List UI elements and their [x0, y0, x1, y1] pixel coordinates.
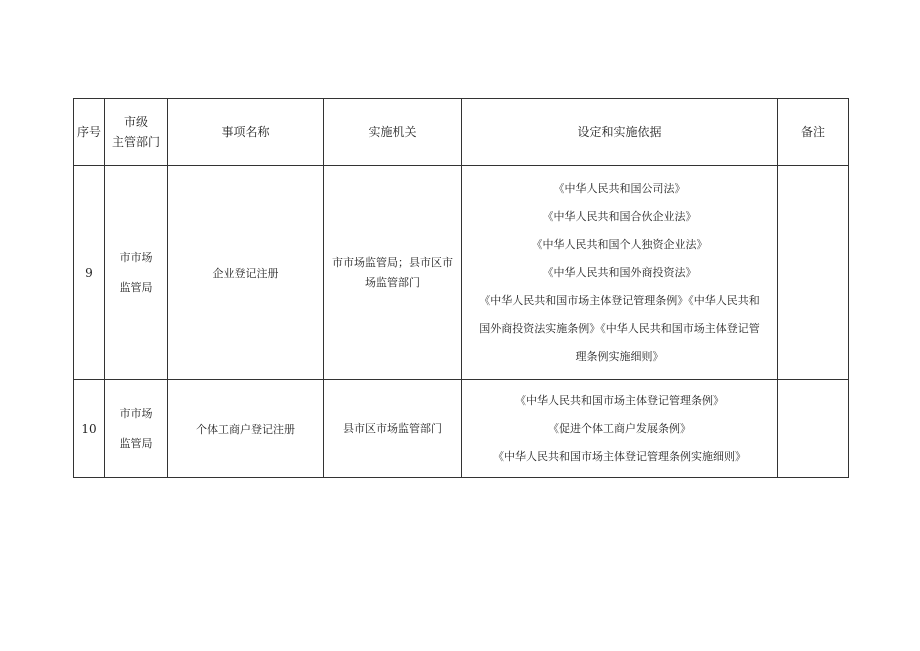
cell-note	[778, 166, 849, 380]
cell-org	[324, 166, 462, 380]
cell-dept-line2: 监管局	[119, 436, 153, 450]
cell-dept-line1: 市市场	[119, 250, 153, 264]
basis-line: 《促进个体工商户发展条例》	[548, 421, 691, 435]
basis-line: 《中华人民共和国市场主体登记管理条例》	[515, 393, 724, 407]
cell-dept-line2: 监管局	[119, 280, 153, 294]
header-dept-line2: 主管部门	[111, 135, 160, 149]
cell-dept	[105, 380, 168, 478]
basis-line: 《中华人民共和国个人独资企业法》	[531, 237, 708, 251]
cell-org-line1: 县市区市场监管部门	[343, 421, 442, 435]
basis-line: 理条例实施细则》	[575, 349, 664, 363]
cell-org	[324, 380, 462, 478]
basis-list	[462, 175, 777, 371]
basis-line: 《中华人民共和国市场主体登记管理条例实施细则》	[493, 449, 746, 463]
cell-basis	[462, 380, 778, 478]
header-item-name: 事项名称	[168, 99, 324, 166]
table-row	[74, 166, 849, 380]
cell-seq: 10	[74, 380, 105, 478]
basis-line: 《中华人民共和国公司法》	[553, 181, 686, 195]
cell-item-name: 个体工商户登记注册	[168, 380, 324, 478]
header-org: 实施机关	[324, 99, 462, 166]
header-seq: 序号	[74, 99, 105, 166]
basis-list	[462, 387, 777, 471]
basis-line: 国外商投资法实施条例》《中华人民共和国市场主体登记管	[479, 321, 760, 335]
header-dept-line1: 市级	[123, 115, 148, 129]
table-row	[74, 380, 849, 478]
header-basis: 设定和实施依据	[462, 99, 778, 166]
basis-line: 《中华人民共和国市场主体登记管理条例》《中华人民共和	[479, 293, 760, 307]
table-header-row	[74, 99, 849, 166]
cell-dept-line1: 市市场	[119, 406, 153, 420]
permit-table	[73, 98, 849, 478]
header-dept	[105, 99, 168, 166]
header-note: 备注	[778, 99, 849, 166]
cell-org-line1: 市市场监管局；县市区市	[332, 255, 453, 269]
cell-org-line2: 场监管部门	[365, 275, 420, 289]
cell-dept	[105, 166, 168, 380]
basis-line: 《中华人民共和国合伙企业法》	[542, 209, 697, 223]
cell-seq: 9	[74, 166, 105, 380]
cell-item-name: 企业登记注册	[168, 166, 324, 380]
basis-line: 《中华人民共和国外商投资法》	[542, 265, 697, 279]
cell-note	[778, 380, 849, 478]
cell-basis	[462, 166, 778, 380]
